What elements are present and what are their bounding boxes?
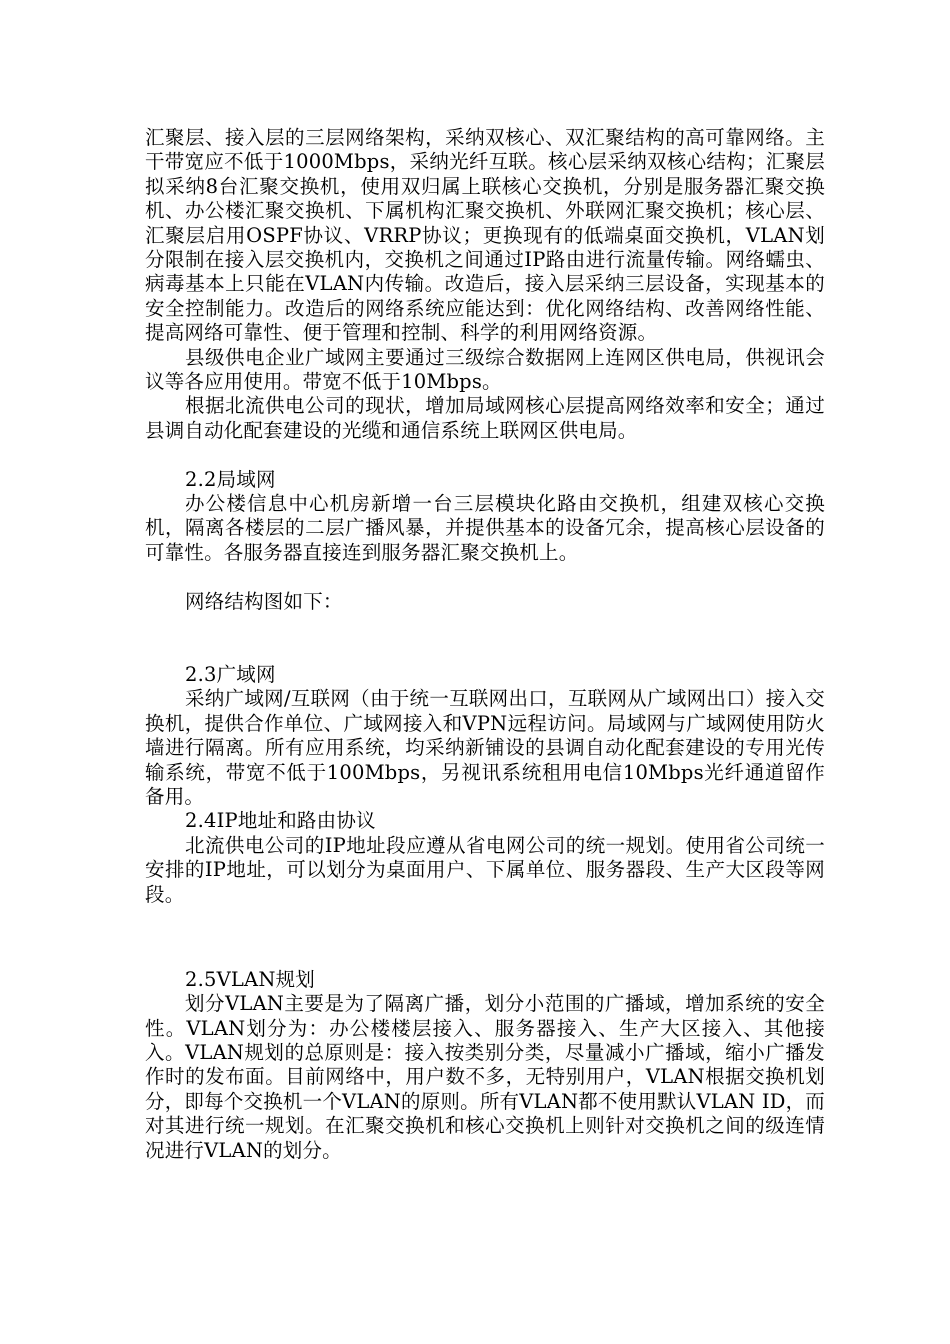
intro-paragraph: 汇聚层、接入层的三层网络架构，采纳双核心、双汇聚结构的高可靠网络。主干带宽应不低于1000Mbps，采纳光纤互联。核心层采纳双核心结构；汇聚层拟采纳8台汇聚交换机，使用双归属上联核心交换机，分别是服务器汇聚交换机、办公楼汇聚交换机、下属机构汇聚交换机、外联网汇聚交换机；核心层、汇聚层启用OSPF协议、VRRP协议；更换现有的低端桌面交换机，VLAN划分限制在接入层交换机内，交换机之间通过IP路由进行流量传输。网络蠕虫、病毒基本上只能在VLAN内传输。改造后，接入层采纳三层设备，实现基本的安全控制能力。改造后的网络系统应能达到：优化网络结构、改善网络性能、提高网络可靠性、便于管理和控制、科学的利用网络资源。	[145, 126, 825, 345]
section-body-2-4: 北流供电公司的IP地址段应遵从省电网公司的统一规划。使用省公司统一安排的IP地址，可以划分为桌面用户、下属单位、服务器段、生产大区段等网段。	[145, 833, 825, 906]
wan-paragraph: 县级供电企业广域网主要通过三级综合数据网上连网区供电局，供视讯会议等各应用使用。带宽不低于10Mbps。	[145, 345, 825, 394]
document-body	[145, 126, 825, 1163]
spacer	[145, 956, 825, 968]
section-body-2-3: 采纳广域网/互联网（由于统一互联网出口，互联网从广域网出口）接入交换机，提供合作单位、广域网接入和VPN远程访问。局域网与广域网使用防火墙进行隔离。所有应用系统，均采纳新铺设的县调自动化配套建设的专用光传输系统，带宽不低于100Mbps，另视讯系统租用电信10Mbps光纤通道留作备用。	[145, 687, 825, 808]
status-paragraph: 根据北流供电公司的现状，增加局域网核心层提高网络效率和安全；通过县调自动化配套建设的光缆和通信系统上联网区供电局。	[145, 394, 825, 442]
spacer	[145, 907, 825, 956]
spacer	[145, 565, 825, 589]
section-body-2-2: 办公楼信息中心机房新增一台三层模块化路由交换机，组建双核心交换机，隔离各楼层的二层广播风暴，并提供基本的设备冗余，提高核心层设备的可靠性。各服务器直接连到服务器汇聚交换机上。	[145, 492, 825, 564]
section-heading-2-3: 2.3广域网	[185, 662, 276, 686]
diagram-caption: 网络结构图如下：	[185, 589, 343, 613]
diagram-placeholder	[145, 614, 825, 663]
spacer	[145, 443, 825, 467]
section-body-2-5: 划分VLAN主要是为了隔离广播，划分小范围的广播域，增加系统的安全性。VLAN划分为：办公楼楼层接入、服务器接入、生产大区接入、其他接入。VLAN规划的总原则是：接入按类别分类，尽量减小广播域，缩小广播发作时的发布面。目前网络中，用户数不多，无特别用户，VLAN根据交换机划分，即每个交换机一个VLAN的原则。所有VLAN都不使用默认VLAN ID，而对其进行统一规划。在汇聚交换机和核心交换机上则针对交换机之间的级连情况进行VLAN的划分。	[145, 992, 825, 1162]
section-heading-2-4: 2.4IP地址和路由协议	[185, 809, 376, 833]
section-heading-2-2: 2.2局域网	[185, 467, 276, 491]
section-heading-2-5: 2.5VLAN规划	[185, 967, 315, 991]
